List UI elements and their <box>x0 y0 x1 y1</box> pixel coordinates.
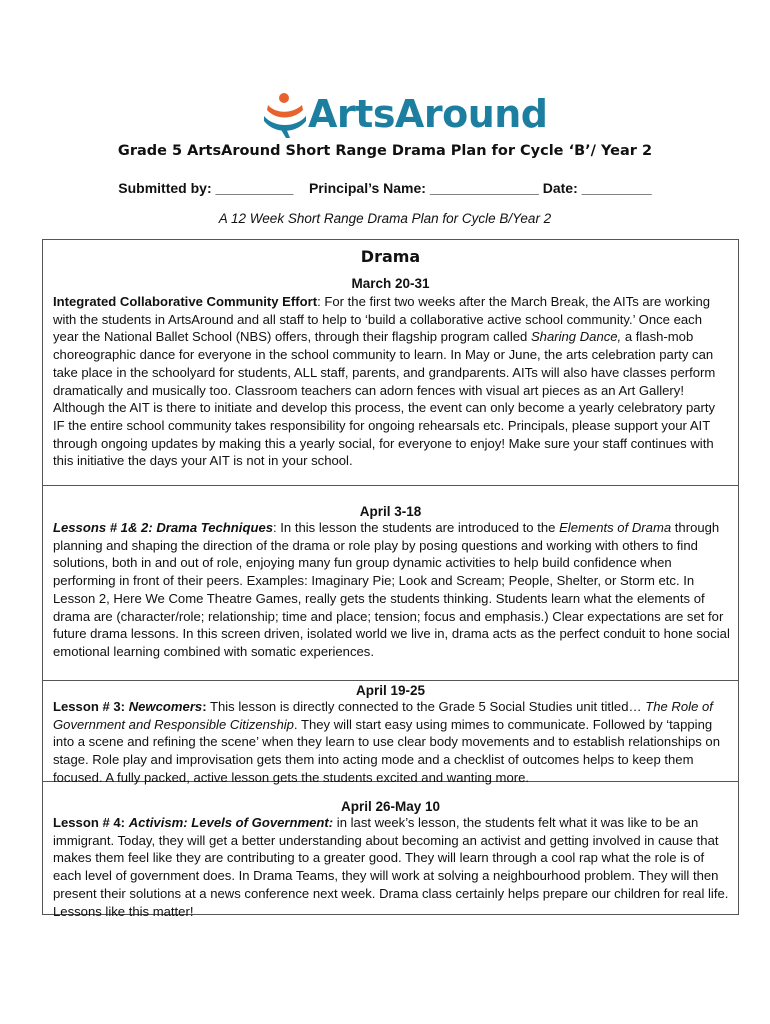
section-april-26-may-10 <box>43 782 738 919</box>
principal-name-label: Principal’s Name: <box>308 180 426 196</box>
section-text: This lesson is directly connected to the Grade 5 Social Studies unit titled… <box>206 699 646 714</box>
section-italic: Elements of Drama <box>559 520 672 535</box>
submitted-by-blank: __________ <box>215 180 294 196</box>
section-text: : In this lesson the students are introduced to the <box>273 520 560 535</box>
section-date: April 3-18 <box>359 504 422 519</box>
section-date: April 26-May 10 <box>340 799 441 814</box>
drama-plan-table <box>42 239 739 919</box>
section-body <box>43 519 738 661</box>
section-april-3-18 <box>43 486 738 681</box>
document-subtitle: A 12 Week Short Range Drama Plan for Cycle B/Year 2 <box>218 211 552 226</box>
section-body <box>43 293 738 470</box>
section-lead: Lesson # 3: <box>53 699 129 714</box>
dancer-logo-icon <box>262 92 308 138</box>
submission-line <box>0 180 770 196</box>
section-text: through planning and shaping the direction of the drama or role play by posing questions and working with others to find solutions, both in and out of role, enjoying many fun group dynamic activities to help build confidence when performing in front of their peers. Examples: Imaginary Pie; Look and Scream; People, Shelter, or Storm etc. In Lesson 2, Here We Come Theatre Games, really gets the students thinking. Students learn what the elements of drama are (character/role; relationship; time and place; tension; focus and emphasis.) Clear expectations are set for future drama lessons. In this screen driven, isolated world we live in, drama acts as the perfect conduit to hone social emotional learning combined with somatic experiences. <box>53 520 730 659</box>
document-title: Grade 5 ArtsAround Short Range Drama Plan for Cycle ‘B’/ Year 2 <box>117 143 653 159</box>
section-italic: The Role of Government and Responsible Citizenship <box>53 699 713 732</box>
section-text: . They will start easy using mimes to communicate. Followed by ‘tapping into a scene and refining the scene’ when they learn to use clear body movements and to establish relationships on stage. Role play and improvisation gets them into acting mode and a checklist of outcomes helps to keep them focused. A fully packed, active lesson gets the students excited and wanting more. <box>53 716 720 785</box>
section-body <box>43 814 738 920</box>
logo-wordmark: ArtsAround <box>308 92 548 136</box>
drama-header: Drama <box>360 247 421 266</box>
date-label: Date: <box>542 180 578 196</box>
section-text: in last week’s lesson, the students felt what it was like to be an immigrant. Today, they will get a better understanding about becoming an activist and getting involved in cause that makes them feel like they are contributing to a greater good. They will learn through a cool rap what the role is of each level of government does. In Drama Teams, they will work at solving a neighbourhood problem. They will then present their solutions at a news conference next week. Drama class certainly helps prepare our children for real life. Lessons like this matter! <box>53 815 729 919</box>
section-lead: Lesson # 4: <box>53 815 129 830</box>
section-april-19-25 <box>43 681 738 785</box>
artsaround-logo <box>262 92 548 138</box>
date-blank: _________ <box>581 180 652 196</box>
section-italic: Sharing Dance, <box>530 329 622 345</box>
section-lead-italic: Activism: Levels of Government: <box>128 815 334 830</box>
submitted-by-label: Submitted by: <box>118 180 212 196</box>
section-date: April 19-25 <box>355 683 426 698</box>
section-march <box>43 240 738 486</box>
section-date: March 20-31 <box>351 276 430 291</box>
section-lead: Integrated Collaborative Community Effort <box>53 294 318 309</box>
section-lead: Lessons # 1& 2: Drama Techniques <box>53 520 274 535</box>
section-body <box>43 698 738 787</box>
section-text: a flash-mob choreographic dance for everyone in the school community to learn. In May or June, the arts celebration party can take place in the schoolyard for students, ALL staff, parents, and grandparents. AITs will also have classes perform dramatically and musically too. Classroom teachers can adorn fences with visual art pieces as an Art Gallery! Although the AIT is there to initiate and develop this process, the event can only become a yearly celebratory party IF the entire school community takes responsibility for ongoing rehearsals etc. Principals, please support your AIT through ongoing updates by making this a yearly social, for everyone to enjoy! Make sure your staff continues with this initiative the days your AIT is not in your school. <box>53 329 716 469</box>
principal-name-blank: ______________ <box>429 180 539 196</box>
section-lead-colon: : <box>202 699 207 714</box>
section-lead-italic: Newcomers <box>128 699 203 714</box>
section-text: : For the first two weeks after the March Break, the AITs are working with the students in ArtsAround and all staff to help to ‘build a collaborative active school community.’ Once each year the National Ballet School (NBS) offers, through their flagship program called <box>53 294 711 345</box>
